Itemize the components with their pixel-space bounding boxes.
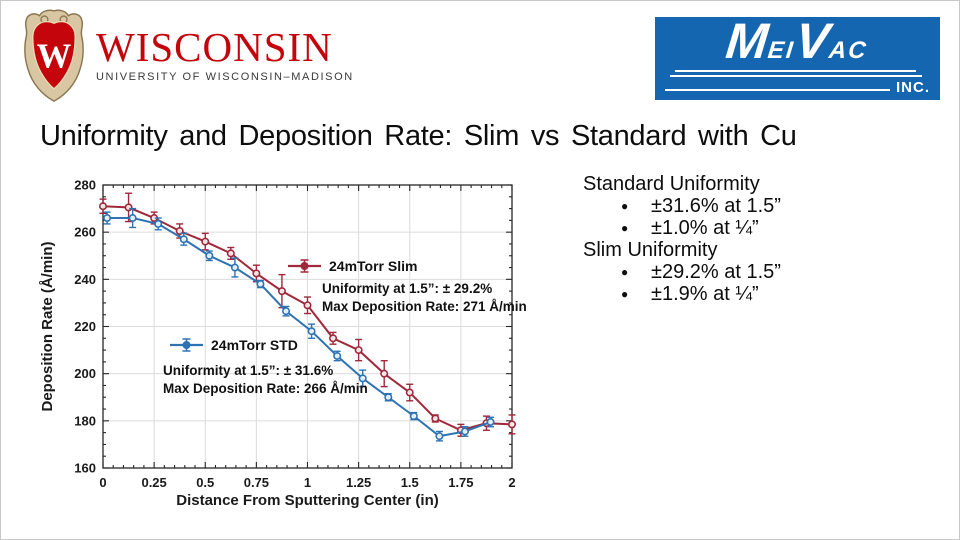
bullet-icon: ●: [621, 265, 629, 279]
svg-text:240: 240: [74, 271, 96, 287]
list-item-text: ±1.0% at ¼”: [651, 217, 759, 239]
section-heading-slim: Slim Uniformity: [583, 239, 718, 261]
svg-text:Uniformity at 1.5”: ± 31.6%: Uniformity at 1.5”: ± 31.6%: [163, 363, 334, 378]
svg-text:Max Deposition Rate: 266 Å/min: Max Deposition Rate: 266 Å/min: [163, 381, 368, 396]
list-item: [583, 217, 928, 239]
svg-text:2: 2: [508, 475, 516, 490]
svg-text:1: 1: [303, 475, 312, 490]
meivac-letter-m: M: [723, 13, 772, 69]
bullet-icon: ●: [621, 287, 629, 301]
meivac-letter-v: V: [792, 13, 833, 69]
meivac-stripe: [675, 70, 916, 72]
meivac-letters-ac: AC: [827, 37, 870, 64]
svg-text:1.5: 1.5: [400, 475, 419, 490]
svg-text:Max Deposition Rate: 271 Å/min: Max Deposition Rate: 271 Å/min: [322, 299, 527, 314]
meivac-logo: [655, 13, 940, 100]
list-item: [583, 283, 928, 305]
list-item-text: ±31.6% at 1.5”: [651, 195, 781, 217]
svg-text:260: 260: [74, 224, 96, 240]
uw-crest-icon: [20, 8, 88, 104]
list-item: [583, 195, 928, 217]
deposition-rate-chart: [35, 172, 540, 510]
meivac-stripe: [670, 75, 922, 77]
list-item: [583, 261, 928, 283]
section-heading-standard: Standard Uniformity: [583, 173, 760, 195]
svg-text:1.25: 1.25: [345, 475, 372, 490]
meivac-letters-ei: EI: [766, 37, 797, 64]
svg-text:220: 220: [74, 319, 96, 334]
list-item-text: ±1.9% at ¼”: [651, 283, 759, 305]
list-item-text: ±29.2% at 1.5”: [651, 261, 781, 283]
bullet-icon: ●: [621, 221, 629, 235]
page-title: Uniformity and Deposition Rate: Slim vs Standard with Cu: [40, 120, 797, 152]
svg-text:280: 280: [74, 177, 96, 193]
uniformity-panel: [583, 173, 928, 305]
uw-wordmark: WISCONSIN: [96, 24, 333, 70]
svg-text:24mTorr STD: 24mTorr STD: [211, 337, 298, 353]
uw-logo-text: [96, 8, 354, 83]
uw-subtitle: UNIVERSITY OF WISCONSIN–MADISON: [96, 71, 354, 83]
svg-text:160: 160: [74, 460, 96, 476]
svg-text:0: 0: [99, 475, 107, 490]
svg-text:Deposition Rate (Å/min): Deposition Rate (Å/min): [39, 241, 56, 412]
meivac-bottom-row: [665, 80, 930, 95]
svg-text:200: 200: [74, 366, 96, 382]
meivac-inc-label: INC.: [896, 79, 930, 96]
uw-logo: [20, 8, 354, 104]
chart-container: [35, 172, 540, 515]
meivac-stripe: [665, 89, 890, 91]
bullet-icon: ●: [621, 199, 629, 213]
svg-text:0.5: 0.5: [196, 475, 215, 490]
svg-text:24mTorr Slim: 24mTorr Slim: [329, 258, 418, 274]
svg-text:0.75: 0.75: [243, 475, 270, 490]
svg-text:180: 180: [74, 413, 96, 429]
meivac-wordmark: [662, 13, 932, 69]
svg-text:1.75: 1.75: [448, 475, 474, 490]
svg-text:0.25: 0.25: [141, 475, 167, 490]
uw-crest-letter: W: [36, 37, 72, 76]
meivac-stripes: [665, 70, 930, 77]
svg-text:Distance From Sputtering Cente: Distance From Sputtering Center (in): [176, 492, 439, 509]
svg-text:Uniformity at 1.5”: ± 29.2%: Uniformity at 1.5”: ± 29.2%: [322, 281, 493, 296]
